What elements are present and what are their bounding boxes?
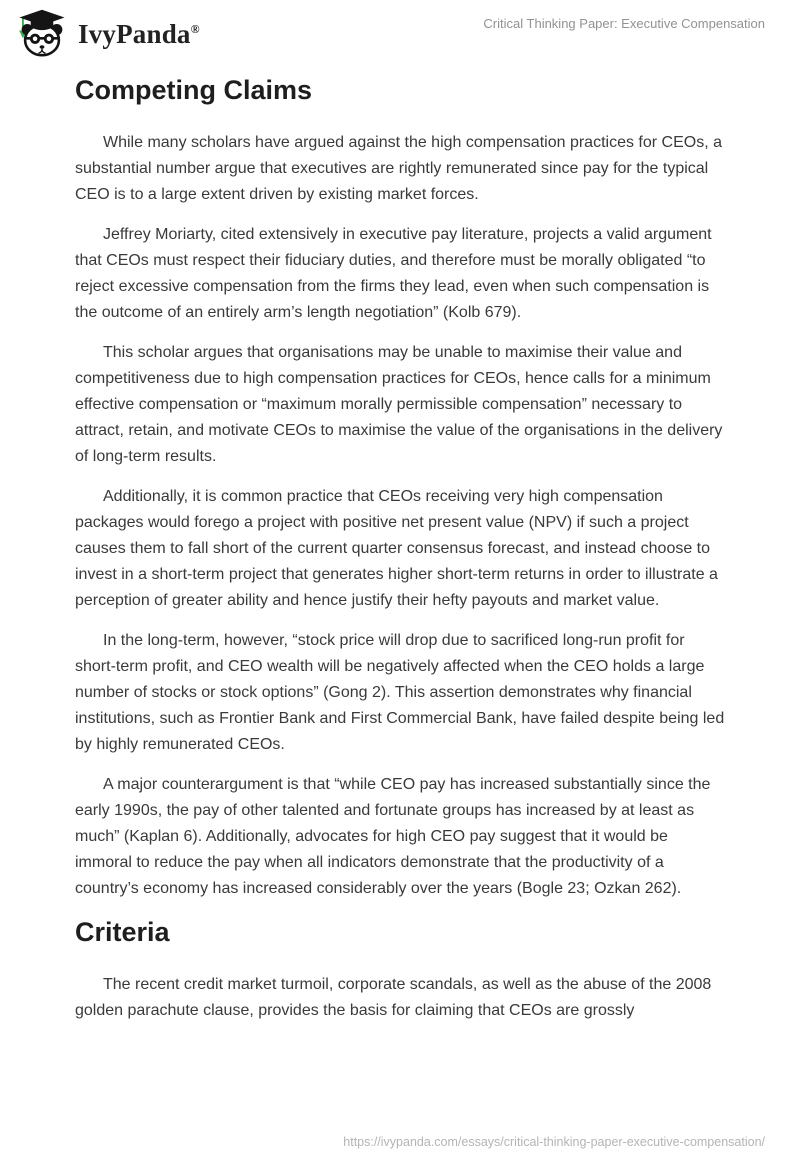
paragraph: The recent credit market turmoil, corporate scandals, as well as the abuse of the 2008 golden parachute clause, provides the basis for claiming that CEOs are grossly [75,975,712,1019]
essay-content [75,74,725,1024]
panda-logo-icon [16,8,68,60]
section-heading-competing-claims: Competing Claims [75,75,313,105]
registered-trademark: ® [190,22,200,36]
paragraph: In the long-term, however, “stock price will drop due to sacrificed long-run profit for short-term profit, and CEO wealth will be negatively affected when the CEO holds a large number of stocks or stock options” (Gong 2). This assertion demonstrates why financial institutions, such as Frontier Bank and First Commercial Bank, have failed despite being led by highly remunerated CEOs. [75,631,725,753]
section-heading-criteria: Criteria [75,916,170,947]
paragraph: Additionally, it is common practice that CEOs receiving very high compensation packages would forego a project with positive net present value (NPV) if such a project causes them to fall short of the current quarter consensus forecast, and instead choose to invest in a short-term project that generates higher short-term returns in order to illustrate a perception of greater ability and hence justify their hefty payouts and market value. [75,487,718,609]
ivypanda-logo [16,8,200,60]
source-url: https://ivypanda.com/essays/critical-thinking-paper-executive-compensation/ [343,1135,765,1149]
paragraph: Jeffrey Moriarty, cited extensively in executive pay literature, projects a valid argument that CEOs must respect their fiduciary duties, and therefore must be morally obligated “to reject excessive compensation from the firms they lead, even when such compensation is the outcome of an entirely arm’s length negotiation” (Kolb 679). [75,225,712,321]
paragraph: A major counterargument is that “while CEO pay has increased substantially since the early 1990s, the pay of other talented and fortunate groups has increased by at least as much” (Kaplan 6). Additionally, advocates for high CEO pay suggest that it would be immoral to reduce the pay when all indicators demonstrate that the productivity of a country’s economy has increased considerably over the years (Bogle 23; Ozkan 262). [75,775,711,897]
paragraph: This scholar argues that organisations may be unable to maximise their value and competitiveness due to high compensation practices for CEOs, hence calls for a minimum effective compensation or “maximum morally permissible compensation” necessary to attract, retain, and motivate CEOs to maximise the value of the organisations in the delivery of long-term results. [75,343,723,465]
brand-name: IvyPanda® [78,19,200,49]
page-header [0,0,800,62]
document-title: Critical Thinking Paper: Executive Compensation [483,16,765,31]
paragraph: While many scholars have argued against the high compensation practices for CEOs, a substantial number argue that executives are rightly remunerated since pay for the typical CEO is to a large extent driven by existing market forces. [75,133,722,203]
